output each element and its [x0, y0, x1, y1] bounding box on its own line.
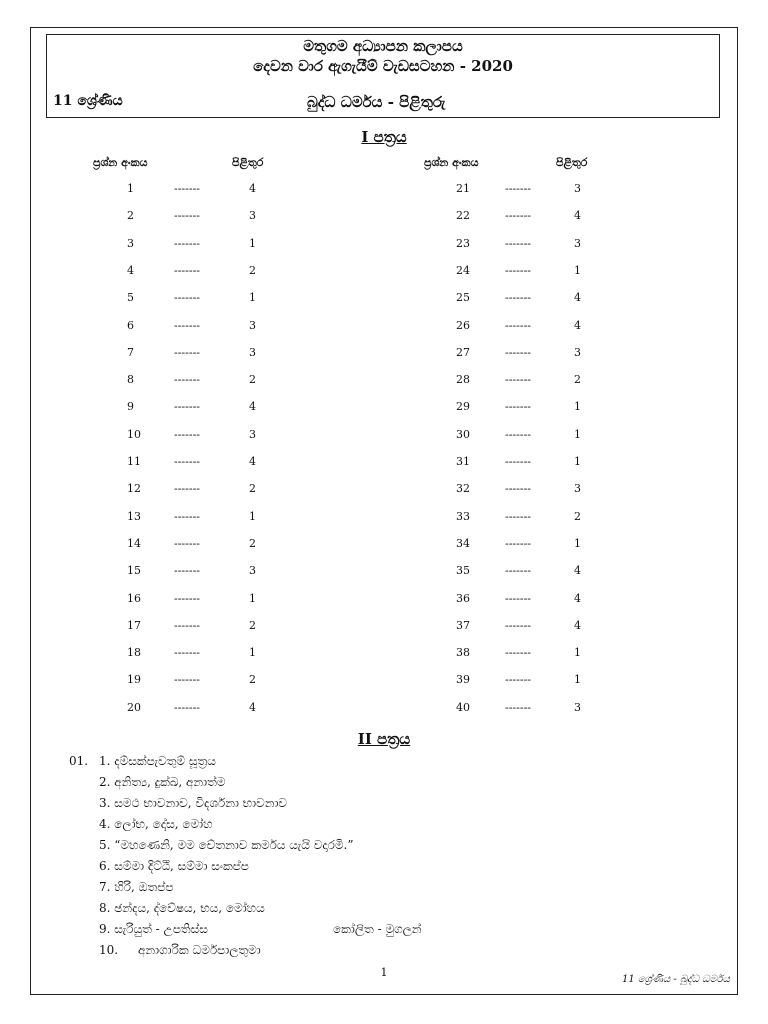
answer-row — [0, 346, 768, 366]
right-question-number: 29 — [456, 400, 470, 414]
right-answer: 2 — [574, 509, 581, 523]
answer-row — [0, 373, 768, 393]
right-dash: ------- — [505, 318, 532, 332]
paper2-answer-item: 8. ඡන්දය, ද්වේෂය, භය, මෝහය — [99, 901, 265, 915]
left-dash: ------- — [174, 263, 201, 277]
left-answer: 4 — [249, 700, 256, 714]
paper2-answer-item-text: අනාගාරික ධර්මපාලතුමා — [138, 943, 261, 957]
right-dash: ------- — [505, 591, 532, 605]
right-dash: ------- — [505, 564, 532, 578]
right-question-number: 39 — [456, 673, 470, 687]
left-col-answer-header: පිළිතුර — [232, 156, 264, 169]
left-question-number: 5 — [127, 291, 134, 305]
left-dash: ------- — [174, 673, 201, 687]
left-question-number: 17 — [127, 618, 141, 632]
answer-row — [0, 564, 768, 584]
right-dash: ------- — [505, 673, 532, 687]
left-dash: ------- — [174, 509, 201, 523]
left-question-number: 7 — [127, 345, 134, 359]
answer-row — [0, 264, 768, 284]
answer-row — [0, 619, 768, 639]
right-answer: 4 — [574, 318, 581, 332]
right-question-number: 28 — [456, 373, 470, 387]
header-subject: බුද්ධ ධර්මය - පිළිතුරු — [307, 93, 446, 111]
right-question-number: 31 — [456, 455, 470, 468]
answer-row — [0, 319, 768, 339]
answer-row — [0, 237, 768, 257]
right-dash: ------- — [505, 236, 532, 250]
left-answer: 4 — [249, 400, 256, 414]
left-answer: 3 — [249, 209, 256, 223]
right-answer: 3 — [574, 236, 581, 250]
left-answer: 2 — [249, 618, 256, 632]
answer-row — [0, 400, 768, 420]
left-question-number: 19 — [127, 673, 141, 687]
right-answer: 2 — [574, 373, 581, 387]
left-question-number: 2 — [127, 209, 134, 223]
answer-row — [0, 510, 768, 530]
right-answer: 3 — [574, 182, 581, 195]
left-col-question-header: ප්‍රශ්න අංකය — [93, 156, 148, 169]
paper2-answer-item: 2. අනිත්‍ය, දුක්‍ඛ, අනාත්ම — [99, 775, 226, 789]
right-question-number: 30 — [456, 427, 470, 441]
left-dash: ------- — [174, 618, 201, 632]
left-answer: 3 — [249, 318, 256, 332]
paper2-answer-item: 10. — [99, 943, 119, 957]
left-answer: 2 — [249, 482, 256, 496]
right-dash: ------- — [505, 373, 532, 387]
left-answer: 2 — [249, 263, 256, 277]
right-question-number: 33 — [456, 509, 470, 523]
left-dash: ------- — [174, 482, 201, 496]
paper2-answer-item: 1. දම්සක්පැවතුම් සූත්‍රය — [99, 754, 216, 768]
left-question-number: 18 — [127, 646, 141, 660]
paper2-answer-item: 3. සමථ භාවනාව, විදර්ශනා භාවනාව — [99, 796, 288, 810]
left-dash: ------- — [174, 646, 201, 660]
right-dash: ------- — [505, 509, 532, 523]
right-answer: 4 — [574, 291, 581, 305]
left-question-number: 16 — [127, 591, 141, 605]
left-answer: 1 — [249, 236, 256, 250]
left-dash: ------- — [174, 182, 201, 195]
left-question-number: 20 — [127, 700, 141, 714]
left-dash: ------- — [174, 536, 201, 550]
left-answer: 2 — [249, 673, 256, 687]
left-question-number: 9 — [127, 400, 134, 414]
right-answer: 3 — [574, 482, 581, 496]
right-dash: ------- — [505, 345, 532, 359]
right-dash: ------- — [505, 455, 532, 468]
right-dash: ------- — [505, 618, 532, 632]
paper2-answer-item: 4. ලෝභ, දෝස, මෝහ — [99, 817, 213, 831]
left-dash: ------- — [174, 455, 201, 468]
left-question-number: 8 — [127, 373, 134, 387]
right-answer: 3 — [574, 700, 581, 714]
left-question-number: 10 — [127, 427, 141, 441]
answer-row — [0, 291, 768, 311]
right-question-number: 40 — [456, 700, 470, 714]
left-dash: ------- — [174, 400, 201, 414]
answer-row — [0, 182, 768, 202]
footer-note: 11 ශ්‍රේණිය - බුද්ධ ධර්මය — [621, 974, 730, 985]
right-answer: 1 — [574, 673, 581, 687]
left-dash: ------- — [174, 236, 201, 250]
right-answer: 1 — [574, 263, 581, 277]
answer-row — [0, 673, 768, 693]
paper2-question-number: 01. — [69, 754, 89, 768]
right-dash: ------- — [505, 291, 532, 305]
right-question-number: 35 — [456, 564, 470, 578]
left-question-number: 12 — [127, 482, 141, 496]
left-dash: ------- — [174, 427, 201, 441]
left-question-number: 15 — [127, 564, 141, 578]
right-answer: 1 — [574, 646, 581, 660]
left-answer: 1 — [249, 591, 256, 605]
right-question-number: 34 — [456, 536, 470, 550]
answer-row — [0, 537, 768, 557]
left-answer: 3 — [249, 427, 256, 441]
page-number: 1 — [380, 966, 388, 979]
right-question-number: 21 — [456, 182, 470, 195]
left-answer: 2 — [249, 373, 256, 387]
paper1-title: I පත්‍රය — [361, 128, 407, 146]
right-answer: 4 — [574, 591, 581, 605]
left-question-number: 3 — [127, 236, 134, 250]
right-answer: 1 — [574, 427, 581, 441]
right-question-number: 26 — [456, 318, 470, 332]
answer-row — [0, 701, 768, 721]
right-question-number: 23 — [456, 236, 470, 250]
right-question-number: 24 — [456, 263, 470, 277]
right-question-number: 38 — [456, 646, 470, 660]
right-dash: ------- — [505, 482, 532, 496]
left-answer: 4 — [249, 182, 256, 195]
header-exam-title: දෙවන වාර ඇගැයීම් වැඩසටහන - 2020 — [253, 57, 513, 75]
left-question-number: 14 — [127, 536, 141, 550]
answer-row — [0, 482, 768, 502]
right-answer: 3 — [574, 345, 581, 359]
right-question-number: 27 — [456, 345, 470, 359]
right-dash: ------- — [505, 263, 532, 277]
left-dash: ------- — [174, 345, 201, 359]
left-dash: ------- — [174, 373, 201, 387]
right-answer: 4 — [574, 564, 581, 578]
right-answer: 4 — [574, 618, 581, 632]
answer-row — [0, 428, 768, 448]
left-dash: ------- — [174, 209, 201, 223]
paper2-answer-item: 6. සම්මා දිට්ඨි, සම්මා සංකප්ප — [99, 859, 249, 873]
left-answer: 2 — [249, 536, 256, 550]
answer-row — [0, 646, 768, 666]
right-dash: ------- — [505, 700, 532, 714]
left-dash: ------- — [174, 700, 201, 714]
answer-row — [0, 455, 768, 475]
right-question-number: 37 — [456, 618, 470, 632]
left-question-number: 4 — [127, 263, 134, 277]
left-answer: 4 — [249, 455, 256, 468]
right-answer: 1 — [574, 536, 581, 550]
right-dash: ------- — [505, 646, 532, 660]
left-question-number: 6 — [127, 318, 134, 332]
answer-row — [0, 209, 768, 229]
right-question-number: 22 — [456, 209, 470, 223]
paper2-answer-item: 7. හිරි, ඔතප්ප — [99, 880, 174, 894]
right-dash: ------- — [505, 209, 532, 223]
right-dash: ------- — [505, 427, 532, 441]
left-answer: 3 — [249, 564, 256, 578]
right-question-number: 32 — [456, 482, 470, 496]
right-col-question-header: ප්‍රශ්න අංකය — [424, 156, 479, 169]
left-answer: 1 — [249, 291, 256, 305]
right-question-number: 36 — [456, 591, 470, 605]
left-dash: ------- — [174, 591, 201, 605]
header-grade: 11 ශ්‍රේණිය — [53, 93, 123, 109]
header-box — [46, 34, 720, 118]
right-answer: 1 — [574, 400, 581, 414]
right-dash: ------- — [505, 536, 532, 550]
right-answer: 4 — [574, 209, 581, 223]
right-answer: 1 — [574, 455, 581, 468]
right-col-answer-header: පිළිතුර — [556, 156, 588, 169]
left-dash: ------- — [174, 318, 201, 332]
right-question-number: 25 — [456, 291, 470, 305]
left-answer: 1 — [249, 509, 256, 523]
left-question-number: 1 — [127, 182, 134, 195]
left-question-number: 11 — [127, 455, 141, 468]
right-dash: ------- — [505, 400, 532, 414]
left-answer: 3 — [249, 345, 256, 359]
left-question-number: 13 — [127, 509, 141, 523]
header-zone-title: මතුගම අධ්‍යාපන කලාපය — [303, 37, 463, 55]
paper2-answer-item: 9. සැරියුත් - උපතිස්ස — [99, 922, 208, 936]
answer-row — [0, 592, 768, 612]
left-dash: ------- — [174, 291, 201, 305]
right-dash: ------- — [505, 182, 532, 195]
paper2-answer-item: 5. “මහණෙනි, මම චේතනාව කර්මය යැයි වදාරමි.” — [99, 838, 354, 852]
left-answer: 1 — [249, 646, 256, 660]
paper2-answer-item-extra: කෝලිත - මුගලන් — [333, 922, 422, 936]
paper2-title: II පත්‍රය — [357, 730, 411, 748]
left-dash: ------- — [174, 564, 201, 578]
